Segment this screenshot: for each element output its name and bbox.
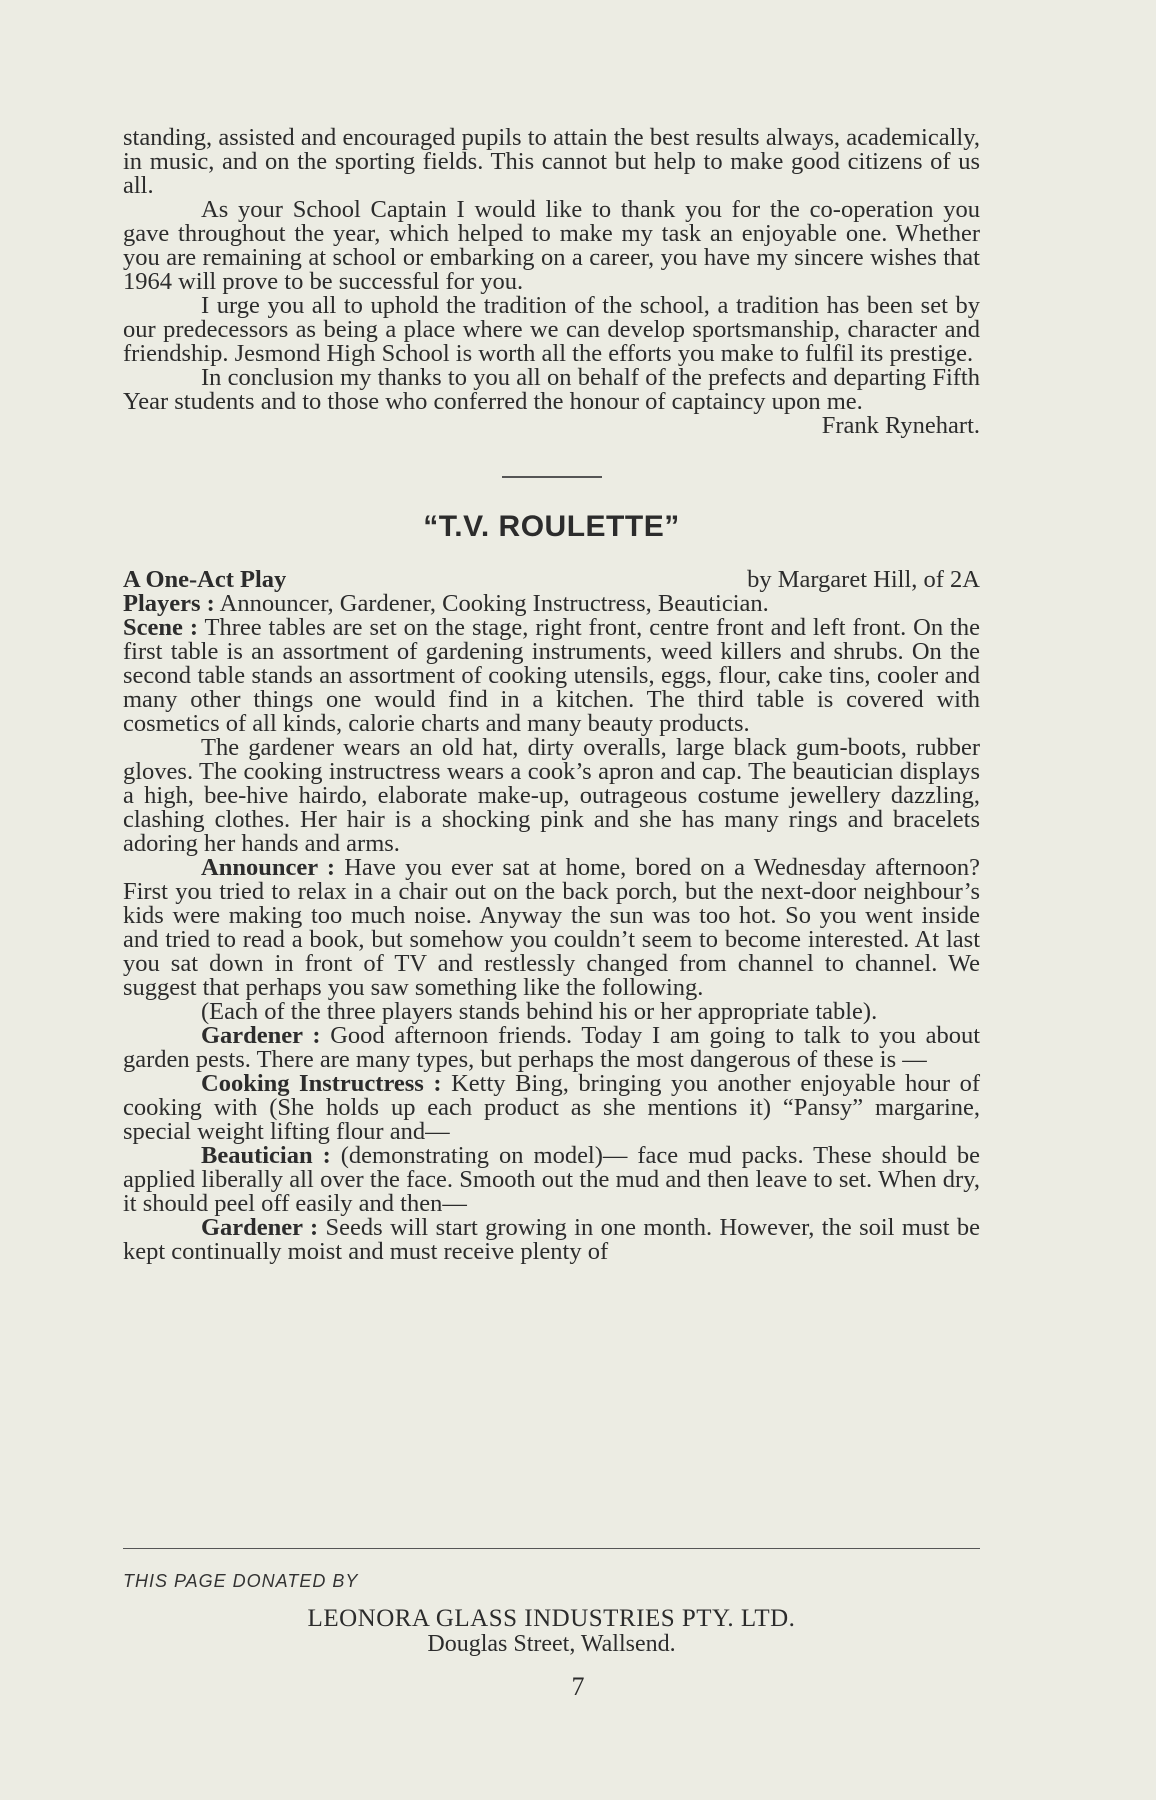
announcer-text: Have you ever sat at home, bored on a Wednesday afternoon? First you tried to relax in a chair out on the back porch, but the next-door neighbour’s kids were making too much noise. Anyway the sun was too hot. So you went inside and tried to read a book, but somehow you couldn’t seem to become interested. At last you sat down in front of TV and restlessly changed from channel to channel. We suggest that perhaps you saw something like the following. bbox=[123, 854, 980, 1001]
donor-footer bbox=[123, 1548, 980, 1657]
beautician-line bbox=[123, 1144, 980, 1216]
donor-name: LEONORA GLASS INDUSTRIES PTY. LTD. bbox=[307, 1605, 796, 1632]
beautician-label: Beautician : bbox=[201, 1142, 331, 1169]
letter-paragraph: standing, assisted and encouraged pupils to attain the best results always, academically, in music, and on the sporting fields. This cannot but help to make good citizens of us all. bbox=[123, 124, 980, 199]
gardener-text: Good afternoon friends. Today I am going to talk to you about garden pests. There are many types, but perhaps the most dangerous of these is — bbox=[123, 1022, 981, 1073]
page-number: 7 bbox=[571, 1672, 585, 1701]
letter-signature: Frank Rynehart. bbox=[821, 412, 980, 439]
scene-line bbox=[123, 616, 980, 736]
players-label: Players : bbox=[123, 590, 215, 617]
announcer-line bbox=[123, 856, 980, 1000]
play-title: “T.V. ROULETTE” bbox=[423, 510, 680, 543]
scene-label: Scene : bbox=[123, 614, 198, 641]
stage-direction: (Each of the three players stands behind his or her appropriate table). bbox=[201, 998, 878, 1025]
letter-paragraph: I urge you all to uphold the tradition of the school, a tradition has been set by our predecessors as being a place where we can develop sportsmanship, character and friendship. Jesmond High School is worth all the efforts you make to fulfil its prestige. bbox=[123, 292, 980, 367]
section-divider bbox=[502, 476, 602, 478]
cooking-text: Ketty Bing, bringing you another enjoyable hour of cooking with (She holds up each product as she mentions it) “Pansy” margarine, special weight lifting flour and— bbox=[123, 1070, 981, 1145]
gardener-line bbox=[123, 1024, 980, 1072]
costume-paragraph: The gardener wears an old hat, dirty overalls, large black gum-boots, rubber gloves. The cooking instructress wears a cook’s apron and cap. The beautician displays a high, bee-hive hairdo, elaborate make-up, outrageous costume jewellery dazzling, clashing clothes. Her hair is a shocking pink and she has many rings and bracelets adoring her hands and arms. bbox=[123, 734, 980, 857]
gardener-text: Seeds will start growing in one month. However, the soil must be kept continually moist and must receive plenty of bbox=[123, 1214, 981, 1265]
players-text: Announcer, Gardener, Cooking Instructress, Beautician. bbox=[219, 590, 769, 617]
play-subtitle: A One-Act Play bbox=[123, 566, 287, 593]
scene-text: Three tables are set on the stage, right front, centre front and left front. On the first table is an assortment of gardening instruments, weed killers and shrubs. On the second table stands an assortment of cooking utensils, eggs, flour, cake tins, cooler and many other things one would find in a kitchen. The third table is covered with cosmetics of all kinds, calorie charts and many beauty products. bbox=[123, 614, 980, 737]
play-header bbox=[123, 568, 980, 592]
letter-paragraph: In conclusion my thanks to you all on behalf of the prefects and departing Fifth Year students and to those who conferred the honour of captaincy upon me. bbox=[123, 364, 980, 415]
footer-rule bbox=[123, 1548, 980, 1549]
gardener-label: Gardener : bbox=[201, 1022, 321, 1049]
announcer-label: Announcer : bbox=[201, 854, 335, 881]
gardener-label: Gardener : bbox=[201, 1214, 319, 1241]
play-author: by Margaret Hill, of 2A bbox=[747, 566, 980, 593]
donated-label: THIS PAGE DONATED BY bbox=[123, 1571, 359, 1591]
players-line bbox=[123, 592, 980, 616]
letter-paragraph: As your School Captain I would like to thank you for the co-operation you gave throughout the year, which helped to make my task an enjoyable one. Whether you are remaining at school or embarking on a career, you have my sincere wishes that 1964 will prove to be successful for you. bbox=[123, 196, 980, 295]
donor-address: Douglas Street, Wallsend. bbox=[427, 1631, 676, 1657]
gardener-line bbox=[123, 1216, 980, 1264]
cooking-line bbox=[123, 1072, 980, 1144]
beautician-text: (demonstrating on model)— face mud packs. These should be applied liberally all over the face. Smooth out the mud and then leave to set. When dry, it should peel off easily and then— bbox=[123, 1142, 981, 1217]
cooking-label: Cooking Instructress : bbox=[201, 1070, 442, 1097]
text-column bbox=[123, 126, 980, 1264]
